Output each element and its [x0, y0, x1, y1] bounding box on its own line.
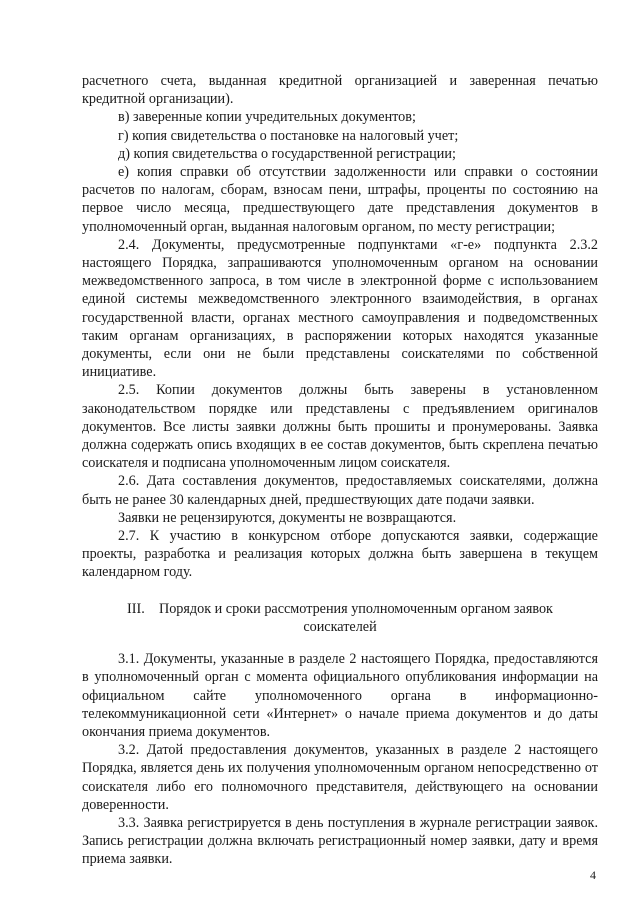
paragraph-3-3: 3.3. Заявка регистрируется в день поступления в журнале регистрации заявок. Запись регистрации должна включать регистрационный номер заявки, дату и время приема заявки. — [82, 814, 598, 868]
spacer — [82, 582, 598, 600]
paragraph-2-5: 2.5. Копии документов должны быть заверены в установленном законодательством порядке или представлены с предъявлением оригиналов документов. Все листы заявки должны быть прошиты и пронумерованы. Заявка должна содержать опись входящих в ее состав документов, быть скреплена печатью соискателя и подписана уполномоченным лицом соискателя. — [82, 382, 598, 472]
section-heading: III. Порядок и сроки рассмотрения уполномоченным органом заявок соискателей — [127, 600, 553, 635]
paragraph-3-1: 3.1. Документы, указанные в разделе 2 настоящего Порядка, предоставляются в уполномоченный орган с момента официального опубликования информации на официальном сайте уполномоченного органа в информационно-телекоммуникационной сети «Интернет» о начале приема документов и до даты окончания приема документов. — [82, 651, 598, 740]
list-item-d: д) копия свидетельства о государственной регистрации; — [118, 145, 456, 162]
paragraph-2-4: 2.4. Документы, предусмотренные подпунктами «г-е» подпункта 2.3.2 настоящего Порядка, запрашиваются уполномоченным органом на основании межведомственного запроса, в том числе в электронной форме с использованием единой системы межведомственного электронного взаимодействия, в органах государственной власти, органах местного самоуправления и подведомственных таким органам организациях, в распоряжении которых находятся указанные документы, если они не были представлены соискателями по собственной инициативе. — [82, 236, 598, 381]
paragraph-continuation: расчетного счета, выданная кредитной организацией и заверенная печатью кредитной организации). — [82, 73, 598, 108]
paragraph-2-6: 2.6. Дата составления документов, предоставляемых соискателями, должна быть не ранее 30 календарных дней, предшествующих дате подачи заявки. — [82, 473, 598, 508]
list-item-g: г) копия свидетельства о постановке на налоговый учет; — [118, 127, 459, 144]
document-body — [82, 72, 598, 869]
paragraph-3-2: 3.2. Датой предоставления документов, указанных в разделе 2 настоящего Порядка, является день их получения уполномоченным органом непосредственно от соискателя либо его полномочного представителя, действующего на основании доверенности. — [82, 742, 598, 813]
paragraph-applications-note: Заявки не рецензируются, документы не возвращаются. — [118, 509, 457, 526]
page-number: 4 — [590, 868, 596, 882]
list-item-e: е) копия справки об отсутствии задолженности или справки о состоянии расчетов по налогам, сборам, взносам пени, штрафы, проценты по состоянию на первое число месяца, предшествующего дате представления документов в уполномоченный орган, выданная налоговым органом, по месту регистрации; — [82, 164, 598, 235]
list-item-v: в) заверенные копии учредительных документов; — [118, 109, 416, 126]
spacer — [82, 636, 598, 650]
paragraph-2-7: 2.7. К участию в конкурсном отборе допускаются заявки, содержащие проекты, разработка и реализация которых должна быть завершена в текущем календарном году. — [82, 528, 598, 581]
